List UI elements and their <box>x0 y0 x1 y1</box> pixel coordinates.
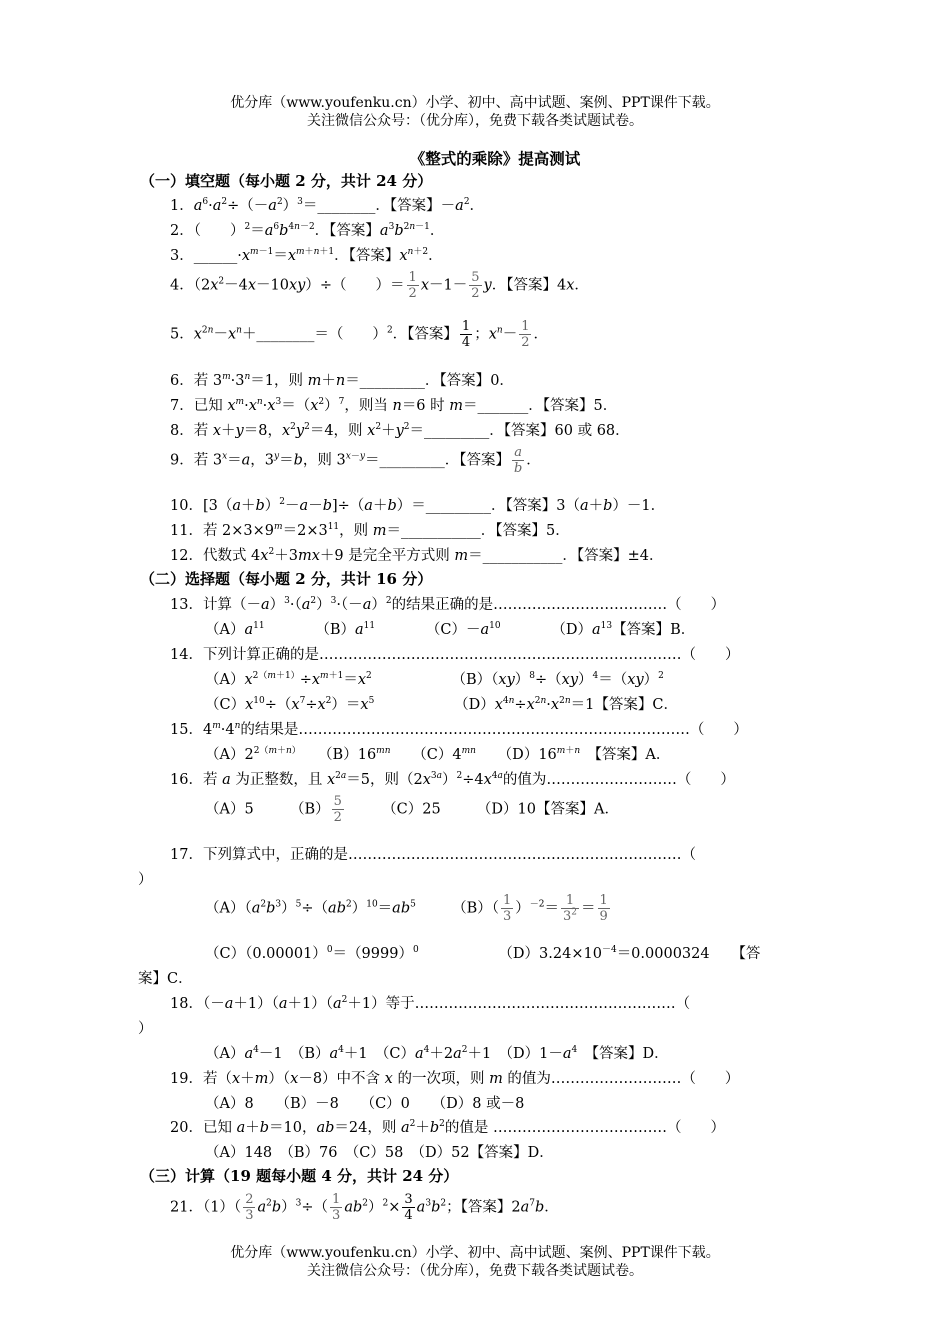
question-6: 6．若 $3^m\cdot 3^n=1$，则 m＋n＝_________．【答案】0． <box>170 372 514 389</box>
question-16: 16．若 a 为正整数，且 $x^{2a}=5$，则$(2x^{3a})^2\div 4x^{4a}$的值为………………………（ ） <box>170 771 735 788</box>
question-4: 4．$(2x^2-4x-10xy)\div$（ ）＝ $\frac{1}{2}$ x－1－ $\frac{5}{2}$ y．【答案】4x． <box>170 270 589 301</box>
answer-label: 【答案】 <box>329 223 380 239</box>
question-14-options-ab: $(A)x^{2(m+1)}\div x^{m+1}=x^2$ （B）（xy）$^8$÷（xy）$^4$＝（xy）$^2$ <box>205 671 664 688</box>
question-18-options: $(A)a^4-1$ $(B)a^4+1$ $(C)a^4+2a^2+1$ $(D)1-a^4$ 【答案】D． <box>205 1045 669 1062</box>
question-15-options: $(A)2^{2(m+n)}$ $(B)16^{mn}$ $(C)4^{mn}$ $(D)16^{m+n}$ 【答案】A． <box>205 746 671 763</box>
answer-label: 【答案】 <box>460 1199 512 1216</box>
answer-label: 【答案】 <box>503 423 555 439</box>
question-17-answer: 案】C． <box>138 971 193 987</box>
footer-line-2: 关注微信公众号：（优分库），免费下载各类试题试卷。 <box>307 1263 643 1279</box>
question-14: 14．下列计算正确的是…………………………………………………………………（ ） <box>170 647 740 663</box>
question-19: 19．若（x＋m）（x－8）中不含 x 的一次项，则 m 的值为………………………（ ） <box>170 1071 740 1087</box>
section-fill-in: （一）填空题（每小题 2 分，共计 24 分） <box>140 172 433 190</box>
footer-line-1: 优分库（www.youfenku.cn）小学、初中、高中试题、案例、PPT课件下载。 <box>230 1245 720 1261</box>
answer-label: 【答案】 <box>594 697 653 713</box>
question-11: 11．若 $2\times 3\times 9^m=2\times 3^{11}$，则 m＝___________．【答案】5． <box>170 522 570 539</box>
answer-label: 【答案】 <box>389 198 441 214</box>
header-line-2: 关注微信公众号：（优分库），免费下载各类试题试卷。 <box>307 113 643 129</box>
question-3: 3．$\_\_\_\_\_\_\cdot x^{m-1}=x^{m+n+1}$．【答案】$x^{n+2}$． <box>170 247 443 264</box>
question-10: 10．$[3(a+b)^2-a-b]\div(a+b)=\_\_\_\_\_\_\_\_\_$．【答案】3（a＋b）－1． <box>170 497 666 514</box>
answer-label: 【答案】 <box>591 1046 643 1062</box>
answer-label: 【答案】 <box>459 452 510 469</box>
question-19-options: （A）8 （B）－8 （C）0 （D）8 或－8 <box>205 1096 525 1112</box>
question-17-options-ab: $(A)(a^2b^3)^5\div(ab^2)^{10}=ab^5$ （B）（ $\frac{1}{3}$ ）$^{-2}$＝ $\frac{1}{3^2}$ ＝ $\frac{1}{9}$ <box>205 893 608 924</box>
question-20: 20．已知 a＋b＝10，ab＝24，则 $a^2+b^2$的值是 ………………………………（ ） <box>170 1119 725 1136</box>
answer-label: 【答案】 <box>469 1145 528 1161</box>
answer-label: 【答案】 <box>495 523 547 539</box>
answer-label: 【答案】 <box>505 498 557 514</box>
question-18: 18．$(-a+1)(a+1)(a^2+1)$等于………………………………………………（ <box>170 995 691 1012</box>
question-17: 17．下列算式中，正确的是……………………………………………………………（ <box>170 847 696 863</box>
question-17-options-cd: $(C)(0.00001)^0=(9999)^0$ $(D)3.24\times 10^{-4}=0.0000324$ 【答 <box>205 945 761 962</box>
question-15: 15．$4^m\cdot 4^n$的结果是………………………………………………………………………（ ） <box>170 721 748 738</box>
question-13-options: $(A)a^{11}$ $(B)a^{11}$ $(C)-a^{10}$ $(D)a^{13}$【答案】B． <box>205 621 696 638</box>
answer-label: 【答案】 <box>594 747 646 763</box>
question-7: 7．已知 $x^m\cdot x^n\cdot x^3=(x^2)^7$，则当 n＝6 时 m＝_______．【答案】5． <box>170 397 618 414</box>
question-14-options-cd: $(C)x^{10}\div(x^7\div x^2)=x^5$ $(D)x^{4n}\div x^{2n}\cdot x^{2n}=1$【答案】C． <box>205 696 678 713</box>
section-calculation: （三）计算（19 题每小题 4 分，共计 24 分） <box>140 1167 459 1185</box>
answer-label: 【答案】 <box>612 622 671 638</box>
answer-label: 【答案】 <box>407 326 458 343</box>
question-2: 2．（ ）$^2=a^6b^{4n-2}$．【答案】$a^3b^{2n-1}$． <box>170 222 445 239</box>
answer-label: 【答案】 <box>536 801 595 818</box>
header-line-1: 优分库（www.youfenku.cn）小学、初中、高中试题、案例、PPT课件下载。 <box>230 95 720 111</box>
question-16-options: （A）5 （B） $\frac{5}{2}$ （C）25 （D）10【答案】A． <box>205 794 619 825</box>
question-21: 21．（1）（ $\frac{2}{3}$ $a^2b)^3\div$（ $\frac{1}{3}$ $ab^2)^2\times$ $\frac{3}{4}$ $a^3b^2$；【答案】$2a^7b$． <box>170 1192 559 1223</box>
question-17-paren: ） <box>138 872 153 888</box>
question-8: 8．若 x＋y＝8，$x^2y^2=4$，则 $x^2+y^2=\_\_\_\_\_\_\_\_\_$．【答案】60 或 68． <box>170 422 630 439</box>
answer-label: 【答案】 <box>506 277 557 294</box>
page-title: 《整式的乘除》提高测试 <box>409 149 581 168</box>
answer-label: 【答案】 <box>348 248 400 264</box>
answer-label: 【答案】 <box>576 548 628 564</box>
question-5: 5．$x^{2n}-x^n+\_\_\_\_\_\_\_\_=$（ ）$^2$．【答案】 $\frac{1}{4}$ ；$x^n-$ $\frac{1}{2}$ ． <box>170 319 548 350</box>
question-9: 9．若 $3^x=a$，$3^y=b$，则 $3^{x-y}=\_\_\_\_\_\_\_\_\_$．【答案】 $\frac{a}{b}$ ． <box>170 445 541 476</box>
question-20-options: （A）148 （B）76 （C）58 （D）52【答案】D． <box>205 1145 554 1161</box>
question-13: 13．计算$(-a)^3\cdot(a^2)^3\cdot(-a)^2$的结果正确的是………………………………（ ） <box>170 596 726 613</box>
answer-label: 【答案】 <box>542 398 594 414</box>
answer-label: 【答案】 <box>439 373 491 389</box>
question-12: 12．代数式 $4x^2+3mx+9$ 是完全平方式则 m＝___________．【答案】±4． <box>170 547 664 564</box>
question-18-paren: ） <box>138 1021 153 1037</box>
section-multiple-choice: （二）选择题（每小题 2 分，共计 16 分） <box>140 570 433 588</box>
question-1: 1．$a^6\cdot a^2\div(-a^2)^3=\_\_\_\_\_\_\_\_$．【答案】$-a^2$． <box>170 197 485 214</box>
